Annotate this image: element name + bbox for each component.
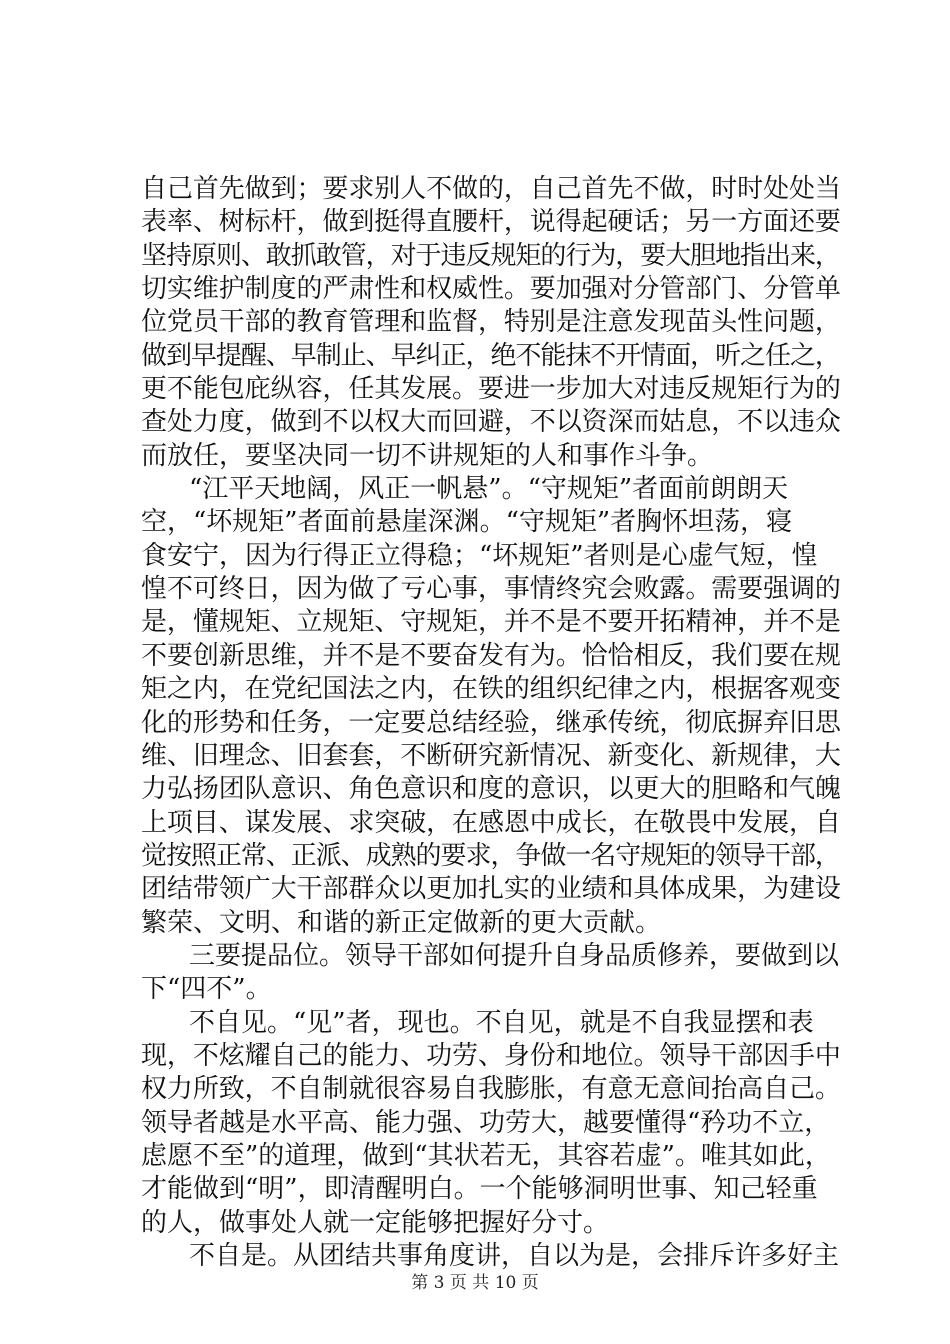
text-line: 不要创新思维，并不是不要奋发有为。恰恰相反，我们要在规 <box>141 640 841 671</box>
text-line: 食安宁，因为行得正立得稳；“坏规矩”者则是心虚气短，惶 <box>141 540 818 571</box>
text-line: 更不能包庇纵容，任其发展。要进一步加大对违反规矩行为的 <box>141 374 841 405</box>
text-line: 领导者越是水平高、能力强、功劳大，越要懂得“矜功不立， <box>141 1107 831 1138</box>
text-line: 查处力度，做到不以权大而回避，不以资深而姑息，不以违众 <box>141 407 841 438</box>
text-line: 不自是。从团结共事角度讲，自以为是，会排斥许多好主 <box>189 1241 840 1271</box>
text-line: 三要提品位。领导干部如何提升自身品质修养，要做到以 <box>189 940 840 971</box>
text-line: 不自见。“见”者，现也。不自见，就是不自我显摆和表 <box>189 1007 814 1038</box>
text-line: 切实维护制度的严肃性和权威性。要加强对分管部门、分管单 <box>141 274 841 305</box>
text-line: 是，懂规矩、立规矩、守规矩，并不是不要开拓精神，并不是 <box>141 607 841 638</box>
text-line: 权力所致，不自制就很容易自我膨胀，有意无意间抬高自己。 <box>141 1074 841 1105</box>
text-line: 化的形势和任务，一定要总结经验，继承传统，彻底摒弃旧思 <box>141 707 841 738</box>
page-footer: 第 3 页 共 10 页 <box>411 1273 539 1293</box>
text-line: 上项目、谋发展、求突破，在感恩中成长，在敬畏中发展，自 <box>141 807 841 838</box>
text-line: 矩之内，在党纪国法之内，在铁的组织纪律之内，根据客观变 <box>141 674 841 705</box>
text-line: 坚持原则、敢抓敢管，对于违反规矩的行为，要大胆地指出来， <box>141 240 840 271</box>
text-line: 力弘扬团队意识、角色意识和度的意识，以更大的胆略和气魄 <box>141 774 841 805</box>
text-line: 现，不炫耀自己的能力、功劳、身份和地位。领导干部因手中 <box>141 1040 841 1071</box>
text-line: 团结带领广大干部群众以更加扎实的业绩和具体成果，为建设 <box>141 874 841 905</box>
text-line: 觉按照正常、正派、成熟的要求，争做一名守规矩的领导干部， <box>141 840 840 871</box>
text-line: “江平天地阔，风正一帆悬”。“守规矩”者面前朗朗天 <box>189 474 789 505</box>
text-line: 维、旧理念、旧套套，不断研究新情况、新变化、新规律，大 <box>141 740 841 771</box>
text-line: 自己首先做到；要求别人不做的，自己首先不做，时时处处当 <box>141 174 841 204</box>
text-line: 繁荣、文明、和谐的新正定做新的更大贡献。 <box>141 907 662 938</box>
text-line: 才能做到“明”，即清醒明白。一个能够洞明世事、知己轻重 <box>141 1174 818 1205</box>
text-line: 惶不可终日，因为做了亏心事，事情终究会败露。需要强调的 <box>141 574 841 605</box>
text-line: 空，“坏规矩”者面前悬崖深渊。“守规矩”者胸怀坦荡，寝 <box>141 507 793 538</box>
text-line: 下“四不”。 <box>141 974 272 1005</box>
text-line: 而放任，要坚决同一切不讲规矩的人和事作斗争。 <box>141 440 714 471</box>
text-line: 虑愿不至”的道理，做到“其状若无，其容若虚”。唯其如此， <box>141 1140 831 1171</box>
body-text <box>141 173 841 1273</box>
text-line: 表率、树标杆，做到挺得直腰杆，说得起硬话；另一方面还要 <box>141 207 841 238</box>
text-line: 位党员干部的教育管理和监督，特别是注意发现苗头性问题， <box>141 307 841 338</box>
text-line: 的人，做事处人就一定能够把握好分寸。 <box>141 1207 610 1238</box>
text-line: 做到早提醒、早制止、早纠正，绝不能抹不开情面，听之任之， <box>141 340 840 371</box>
